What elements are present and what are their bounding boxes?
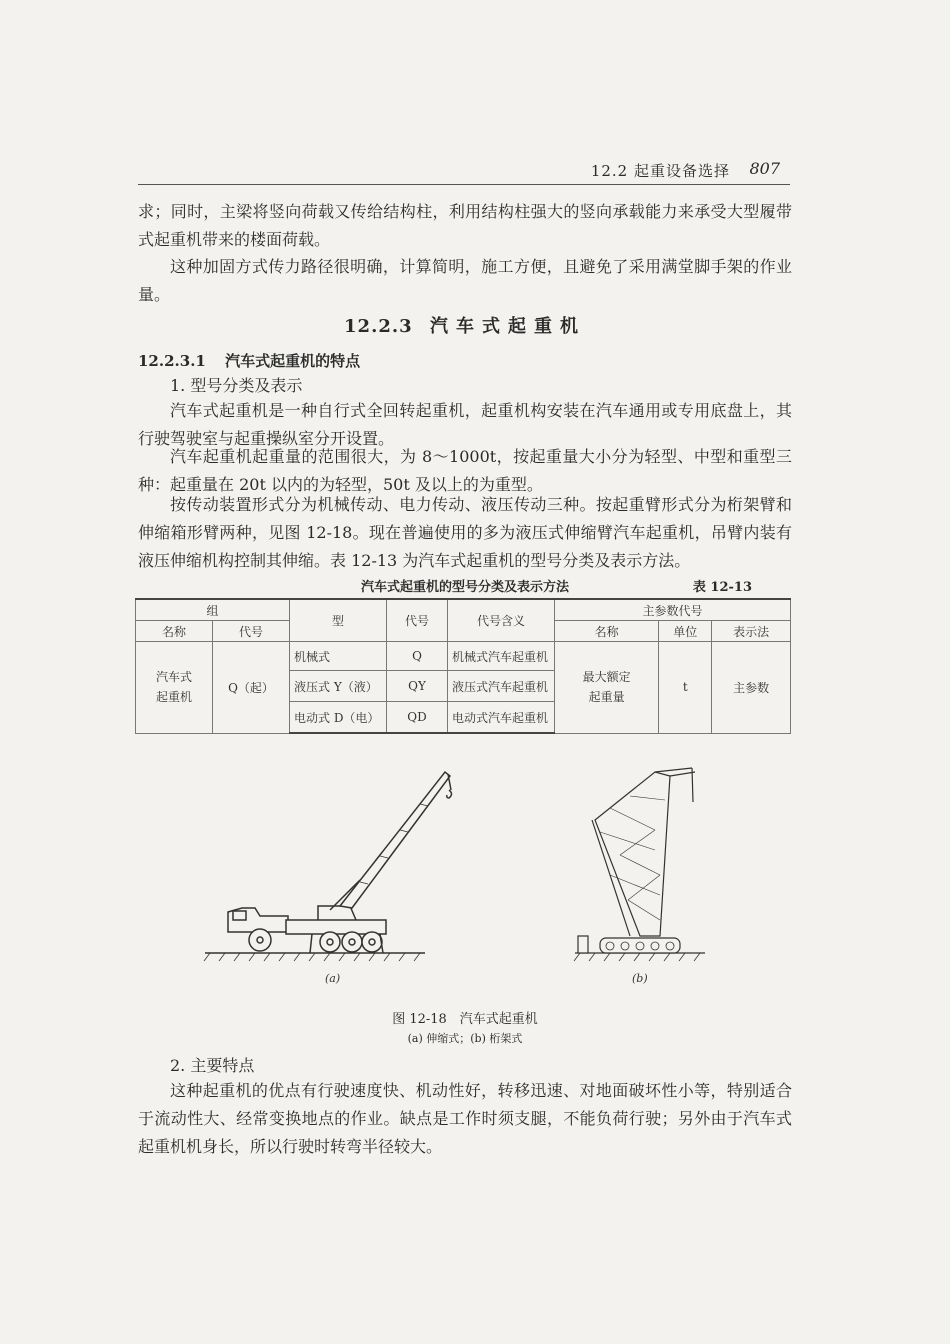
paragraph-classification: 按传动装置形式分为机械传动、电力传动、液压传动三种。按起重臂形式分为桁架臂和伸缩箱形臂两种，见图 12-18。现在普遍使用的多为液压式伸缩臂汽车起重机，吊臂内装有液压伸缩机构控制其伸缩。表 12-13 为汽车式起重机的型号分类及表示方法。 xyxy=(138,495,792,570)
header-param-unit: 单位 xyxy=(659,621,712,642)
cell-type: 液压式 Y（液） xyxy=(290,671,387,702)
item-heading-1: 1. 型号分类及表示 xyxy=(170,376,303,395)
cell-meaning: 机械式汽车起重机 xyxy=(448,642,555,671)
section-heading xyxy=(138,312,792,338)
header-param-notation: 表示法 xyxy=(712,621,791,642)
table-title: 汽车式起重机的型号分类及表示方法 xyxy=(360,580,569,595)
paragraph-definition: 汽车式起重机是一种自行式全回转起重机，起重机构安装在汽车通用或专用底盘上，其行驶驾驶室与起重操纵室分开设置。 xyxy=(138,401,792,448)
model-classification-table xyxy=(135,598,791,734)
cell-code: QD xyxy=(387,702,448,734)
figure-subcaption: (a) 伸缩式；(b) 桁架式 xyxy=(407,1032,523,1045)
subsection-heading xyxy=(138,350,360,371)
header-main-param: 主参数代号 xyxy=(555,599,791,621)
telescopic-crane-illustration xyxy=(204,772,452,961)
header-section-title: 12.2 起重设备选择 xyxy=(590,162,730,180)
table-row xyxy=(136,642,791,671)
cell-type: 机械式 xyxy=(290,642,387,671)
table-number: 表 12-13 xyxy=(692,580,752,595)
subsection-number: 12.2.3.1 xyxy=(138,352,206,370)
section-number: 12.2.3 xyxy=(344,316,413,337)
running-header xyxy=(138,158,790,185)
table-header-row xyxy=(136,599,791,621)
cell-param-unit: t xyxy=(659,642,712,734)
cell-code: QY xyxy=(387,671,448,702)
figure-label-b: (b) xyxy=(632,972,648,985)
figure-caption: 图 12-18 汽车式起重机 xyxy=(392,1012,538,1027)
cell-group-code: Q（起） xyxy=(213,642,290,734)
paragraph-main-features: 这种起重机的优点有行驶速度快、机动性好，转移迅速、对地面破坏性小等，特别适合于流动性大、经常变换地点的作业。缺点是工作时须支腿，不能负荷行驶；另外由于汽车式起重机机身长，所以行驶时转弯半径较大。 xyxy=(138,1081,792,1156)
header-type: 型 xyxy=(290,599,387,642)
item-heading-2: 2. 主要特点 xyxy=(170,1056,255,1075)
cell-group-name: 汽车式 起重机 xyxy=(136,642,213,734)
paragraph-reinforcement: 这种加固方式传力路径很明确，计算简明，施工方便，且避免了采用满堂脚手架的作业量。 xyxy=(138,257,792,304)
subsection-title: 汽车式起重机的特点 xyxy=(225,352,361,370)
paragraph-continuation: 求；同时，主梁将竖向荷载又传给结构柱，利用结构柱强大的竖向承载能力来承受大型履带式起重机带来的楼面荷载。 xyxy=(138,202,792,249)
cell-meaning: 液压式汽车起重机 xyxy=(448,671,555,702)
crane-figure xyxy=(200,760,720,995)
cell-type: 电动式 D（电） xyxy=(290,702,387,734)
cell-code: Q xyxy=(387,642,448,671)
paragraph-capacity: 汽车起重机起重量的范围很大，为 8～1000t，按起重量大小分为轻型、中型和重型三种：起重量在 20t 以内的为轻型，50t 及以上的为重型。 xyxy=(138,447,792,494)
lattice-crane-illustration xyxy=(574,768,705,961)
table-caption xyxy=(138,576,792,596)
page-number: 807 xyxy=(749,159,780,178)
header-group-code: 代号 xyxy=(213,621,290,642)
cell-param-notation: 主参数 xyxy=(712,642,791,734)
section-title: 汽车式起重机 xyxy=(429,316,586,337)
cell-param-name: 最大额定 起重量 xyxy=(555,642,659,734)
header-group-name: 名称 xyxy=(136,621,213,642)
header-code: 代号 xyxy=(387,599,448,642)
figure-label-a: (a) xyxy=(325,972,341,985)
cell-meaning: 电动式汽车起重机 xyxy=(448,702,555,734)
header-param-name: 名称 xyxy=(555,621,659,642)
header-code-meaning: 代号含义 xyxy=(448,599,555,642)
header-group: 组 xyxy=(136,599,290,621)
